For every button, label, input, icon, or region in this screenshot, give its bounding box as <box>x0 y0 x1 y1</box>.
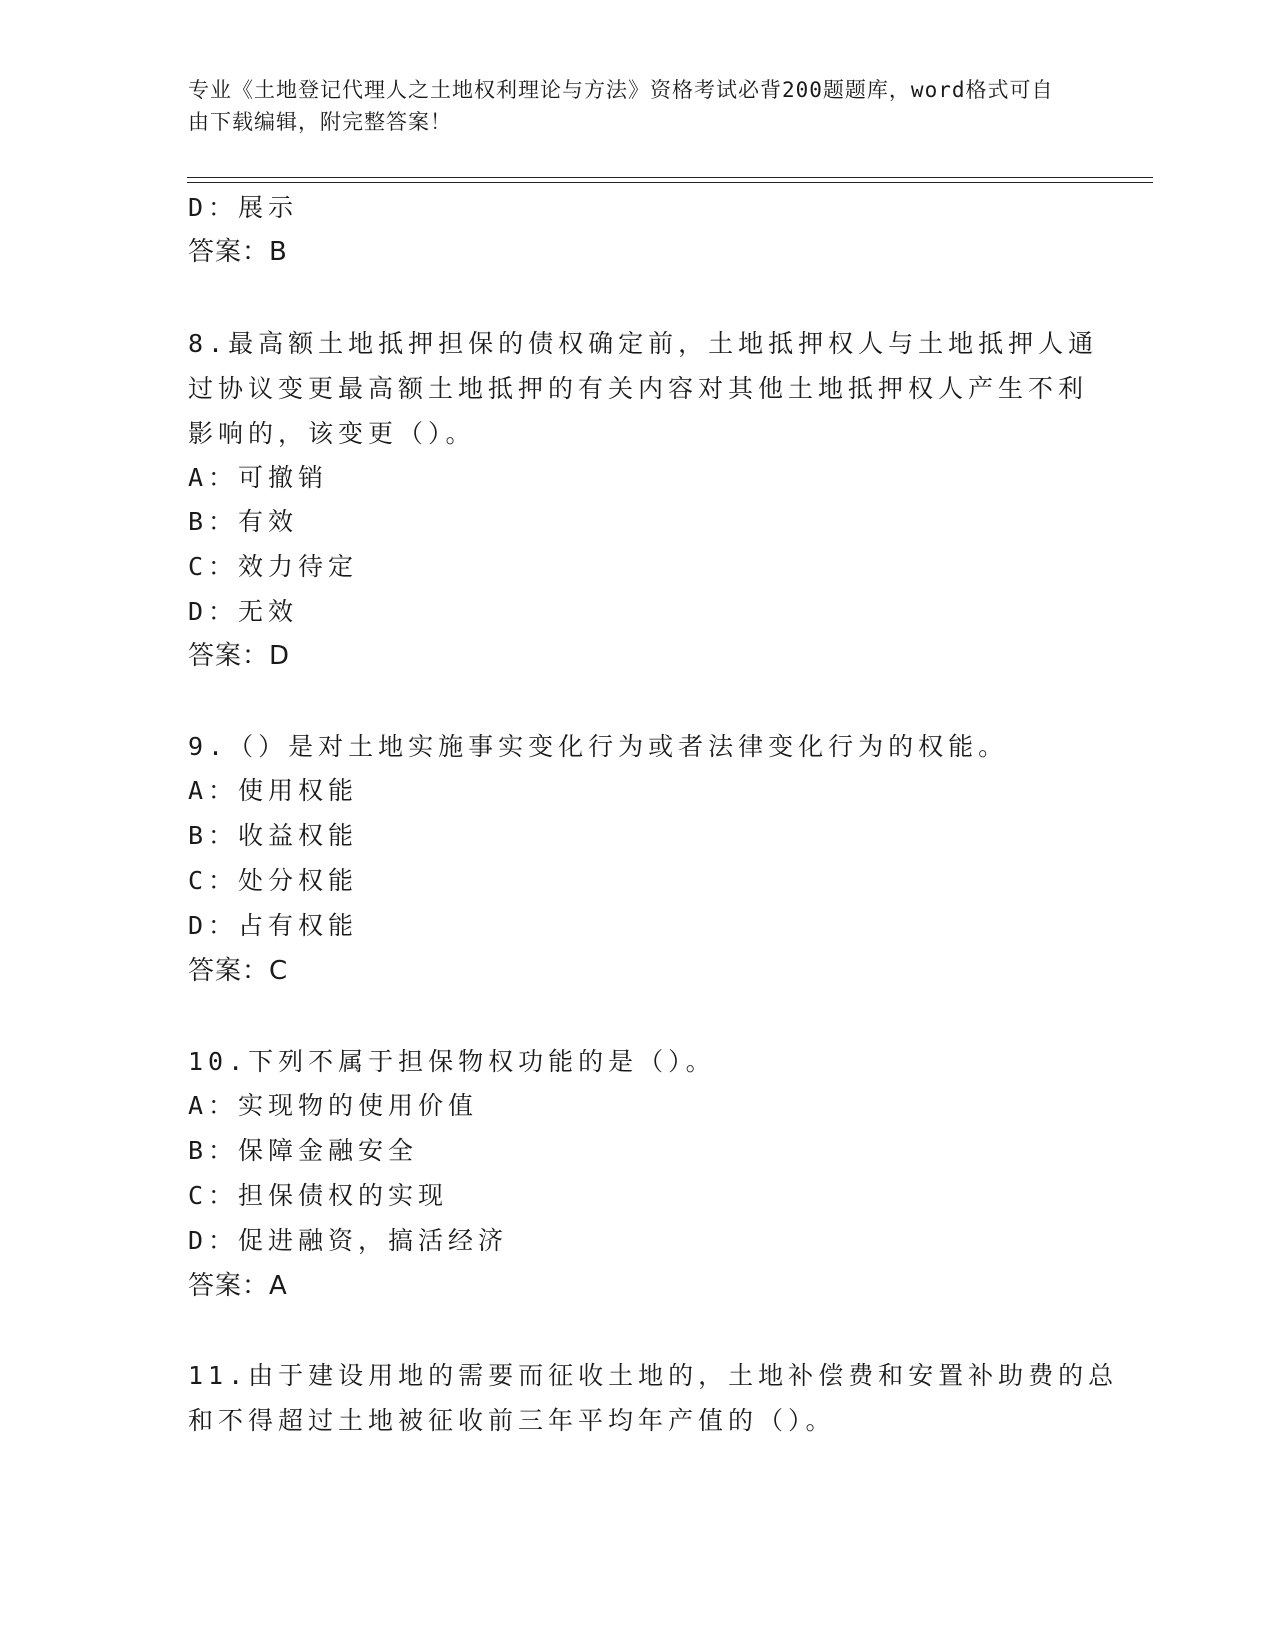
question-9-option-d: D：占有权能 <box>188 911 359 940</box>
header-rule-top <box>187 177 1153 178</box>
question-10-option-c: C：担保债权的实现 <box>188 1181 449 1210</box>
question-8-line-2: 过协议变更最高额土地抵押的有关内容对其他土地抵押权人产生不利 <box>188 374 1089 403</box>
question-8-option-a: A：可撤销 <box>188 463 329 492</box>
question-8-line-3: 影响的，该变更（）。 <box>188 419 476 448</box>
question-9-line-1: 9.（）是对土地实施事实变化行为或者法律变化行为的权能。 <box>188 732 1009 761</box>
question-10-option-a: A：实现物的使用价值 <box>188 1091 479 1120</box>
question-11-line-2: 和不得超过土地被征收前三年平均年产值的（）。 <box>188 1406 836 1435</box>
question-8-stem <box>188 321 1099 456</box>
prev-option-d: D：展示 <box>188 193 299 222</box>
question-8-line-1: 8.最高额土地抵押担保的债权确定前，土地抵押权人与土地抵押人通 <box>188 329 1099 358</box>
question-8-answer: 答案：D <box>188 641 291 671</box>
question-11-line-1: 11.由于建设用地的需要而征收土地的，土地补偿费和安置补助费的总 <box>188 1361 1119 1390</box>
question-10-answer: 答案：A <box>188 1271 288 1301</box>
question-10-stem <box>188 1039 1068 1084</box>
question-9-option-b: B：收益权能 <box>188 821 359 850</box>
question-8-option-b: B：有效 <box>188 507 299 536</box>
question-10-option-d: D：促进融资，搞活经济 <box>188 1226 509 1255</box>
question-9-answer: 答案：C <box>188 956 289 986</box>
question-10-line-1: 10.下列不属于担保物权功能的是（）。 <box>188 1047 716 1076</box>
header-rule-bottom <box>187 182 1153 183</box>
question-9-option-a: A：使用权能 <box>188 776 359 805</box>
question-9-stem <box>188 724 1068 769</box>
page-header: 专业《土地登记代理人之土地权利理论与方法》资格考试必背200题题库，word格式可自由下载编辑，附完整答案！ <box>188 78 1054 134</box>
question-8-option-c: C：效力待定 <box>188 552 359 581</box>
question-8-option-d: D：无效 <box>188 597 299 626</box>
prev-answer: 答案：B <box>188 237 288 267</box>
question-9-option-c: C：处分权能 <box>188 866 359 895</box>
question-10-option-b: B：保障金融安全 <box>188 1136 419 1165</box>
question-11-stem <box>188 1353 1119 1443</box>
